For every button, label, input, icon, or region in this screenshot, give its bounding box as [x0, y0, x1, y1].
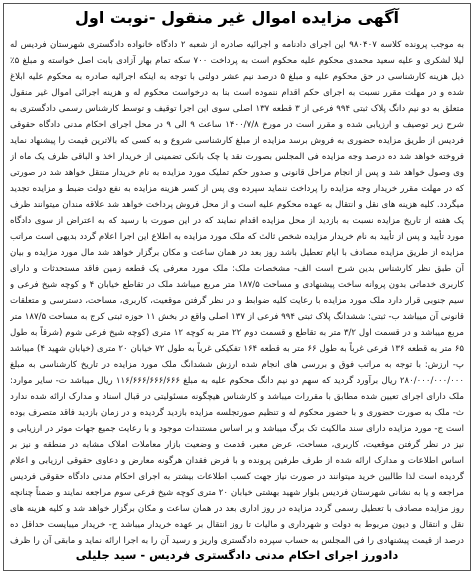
notice-title: آگهی مزایده اموال غیر منقول -نوبت اول [74, 7, 399, 27]
notice-signature: دادورز اجرای احکام مدنی دادگستری فردیس - سید جلیلی [75, 548, 399, 562]
notice-body: به موجب پرونده کلاسه ۹۸۰۴۰۷ این اجرای دادنامه و اجرائیه صادره از شعبه ۲ دادگاه خانواده دادگستری شهرستان فردیس له لیلا لشکری و علیه سعید محمدی محکوم علیه محکوم است به پرداخت ۷۰۰ سکه تمام بهار آزادی بابت اصل خواسته و مبلغ ۵٪ ذیل هزینه کارشناسی در حق محکوم علیه و مبلغ ۵ درصد نیم عشر دولتی با توجه به اینکه اجرائیه صادره به محکوم علیه ابلاغ شده و در مهلت مقرر نسبت به اجرای حکم اقدام ننموده است بنا به درخواست محکوم له و هزینه اجرائی اموال غیر منقول متعلق به دو نیم دانگ پلاک ثبتی ۹۹۴ فرعی از ۳ قطعه ۱۳۷ اصلی سوی این اجرا توقیف و توسط کارشناس رسمی دادگستری به شرح زیر توصیف و ارزیابی شده و مقرر است در مورخ ۱۴۰۰/۷/۸ ساعت ۹ الی ۹ در محل اجرای احکام مدنی دادگاه حقوقی فردیس از طریق مزایده حضوری به فروش برسد مزایده از مبلغ کارشناسی شروع و به کسی که بالاترین قیمت را پیشنهاد نماید فروخته خواهد شد ده درصد وجه مزایده فی المجلس بصورت نقد یا چک بانکی تضمینی از خریدار اخذ و الباقی ظرف یک ماه از وی وصول خواهد شد و پس از انجام مراحل قانونی و صدور حکم تملیک مورد مزایده به نام خریدار منتقل خواهد شد در صورتی که در مهلت مقرر خریدار وجه مزایده را پرداخت ننماید سپرده وی پس از کسر هزینه مزایده به نفع دولت ضبط و مزایده تجدید میگردد. کلیه هزینه های نقل و انتقال به عهده محکوم علیه است و از محل فروش پرداخت خواهد شد علاقه مندان میتوانند ظرف یک هفته از تاریخ مزایده نسبت به بازدید از محل مزایده اقدام نمایند که در این صورت با رسید که به اعتراض از سوی دادگاه مورد تأیید و پس از تأیید به نام خریدار مزایده شخص ثالث که ملک مورد مزایده به اطلاع این اجرا اعلام گردد بدیهی است مراتب مزایده از طریق مزایده مصادف با ایام تعطیل باشد روز بعد در همان ساعت و مکان برگزار خواهد شد مال مورد مزایده و بیان آن طبق نظر کارشناس بدین شرح است الف- مشخصات ملک: ملک مورد معرفی یک قطعه زمین فاقد مستحدثات و دارای کاربری خدماتی بدون پروانه ساخت پیشنهادی و مساحت ۱۸۷/۵ متر مربع میباشد ملک در تقاطع خیابان ۴ و کوچه شیخ فرعی و سیم جنوبی قرار دارد ملک مورد مزایده با رعایت کلیه ضوابط و در نظر گرفتن موقعیت، کاربری، مساحت، دسترسی و متعلقات قانونی آن میباشد ب- ثبتی: ششدانگ پلاک ثبتی ۹۹۴ فرعی از ۱۳۷ اصلی واقع در بخش ۱۱ حوزه ثبتی کرج به مساحت ۱۸۷/۵ متر مربع میباشد و در قسمت اول ۳/۲ متر به تقاطع و قسمت دوم ۲۲ متر به کوچه ۱۲ متری (کوچه شیخ فرعی شوم (شرقاً به طول ۶۵ متر به قطعه ۱۳۶ فرعی غرباً به طول ۶۶ متر به قطعه ۱۶۴ تفکیکی غرباً به طول ۷۲ خیابان ۲۰ متری (خیابان شهید ۴) میباشد پ- ارزش: با توجه به مراتب فوق و بررسی های انجام شده ارزش ششدانگ ملک مورد مزایده در تاریخ کارشناسی به مبلغ ۲۸۰/۰۰۰/۰۰۰/۰۰۰ ریال برآورد گردید که سهم دو نیم دانگ محکوم علیه به مبلغ ۱۱۶/۶۶۶/۶۶۶/۶۶۶ ریال میباشد ت- سایر موارد: ملک دارای اجرای تعیین شده مطابق با مقررات میباشد و کارشناس هیچگونه مسئولیتی در قبال اسناد و مدارک ارائه شده ندارد ث- ملک به صورت حضوری و با حضور محکوم له و تنظیم صورتجلسه مزایده بازدید گردیده و در زمان بازدید فاقد متصرف بوده است ج- مورد مزایده دارای سند مالکیت تک برگ میباشد و بر اساس مستندات موجود و با رعایت جمیع جهات موثر در ارزیابی و نیز در نظر گرفتن موقعیت، کاربری، مساحت، عرض معبر، قدمت و وضعیت بازار معاملات املاک مشابه در منطقه و نیز بر اساس اطلاعات و مدارک ارائه شده از طرف طرفین پرونده و با فرض فقدان هرگونه معارض و دعاوی حقوقی ارزیابی و اعلام گردیده است لذا طالبین خرید میتوانند در صورت نیاز جهت کسب اطلاعات بیشتر به اجرای احکام مدنی دادگاه حقوقی فردیس مراجعه و یا به نشانی شهرستان فردیس بلوار شهید بهشتی خیابان ۲۰ متری کوچه شیخ فرعی سوم مراجعه نمایند و ضمناً چنانچه روز مزایده مصادف با تعطیل رسمی گردد مزایده در روز اداری بعد در همان ساعت و مکان برگزار خواهد شد و کلیه هزینه های نقل و انتقال و دیون مربوط به دولت و شهرداری و مالیات تا روز انتقال بر عهده خریدار میباشد ح- خریدار میبایست حداقل ده درصد از قیمت پیشنهادی را فی المجلس به حساب سپرده دادگستری واریز و رسید آن را به اجرا ارائه نماید و مابقی آن را ظرف [10, 40, 464, 546]
auction-notice [3, 3, 471, 571]
title-bar [4, 4, 470, 30]
